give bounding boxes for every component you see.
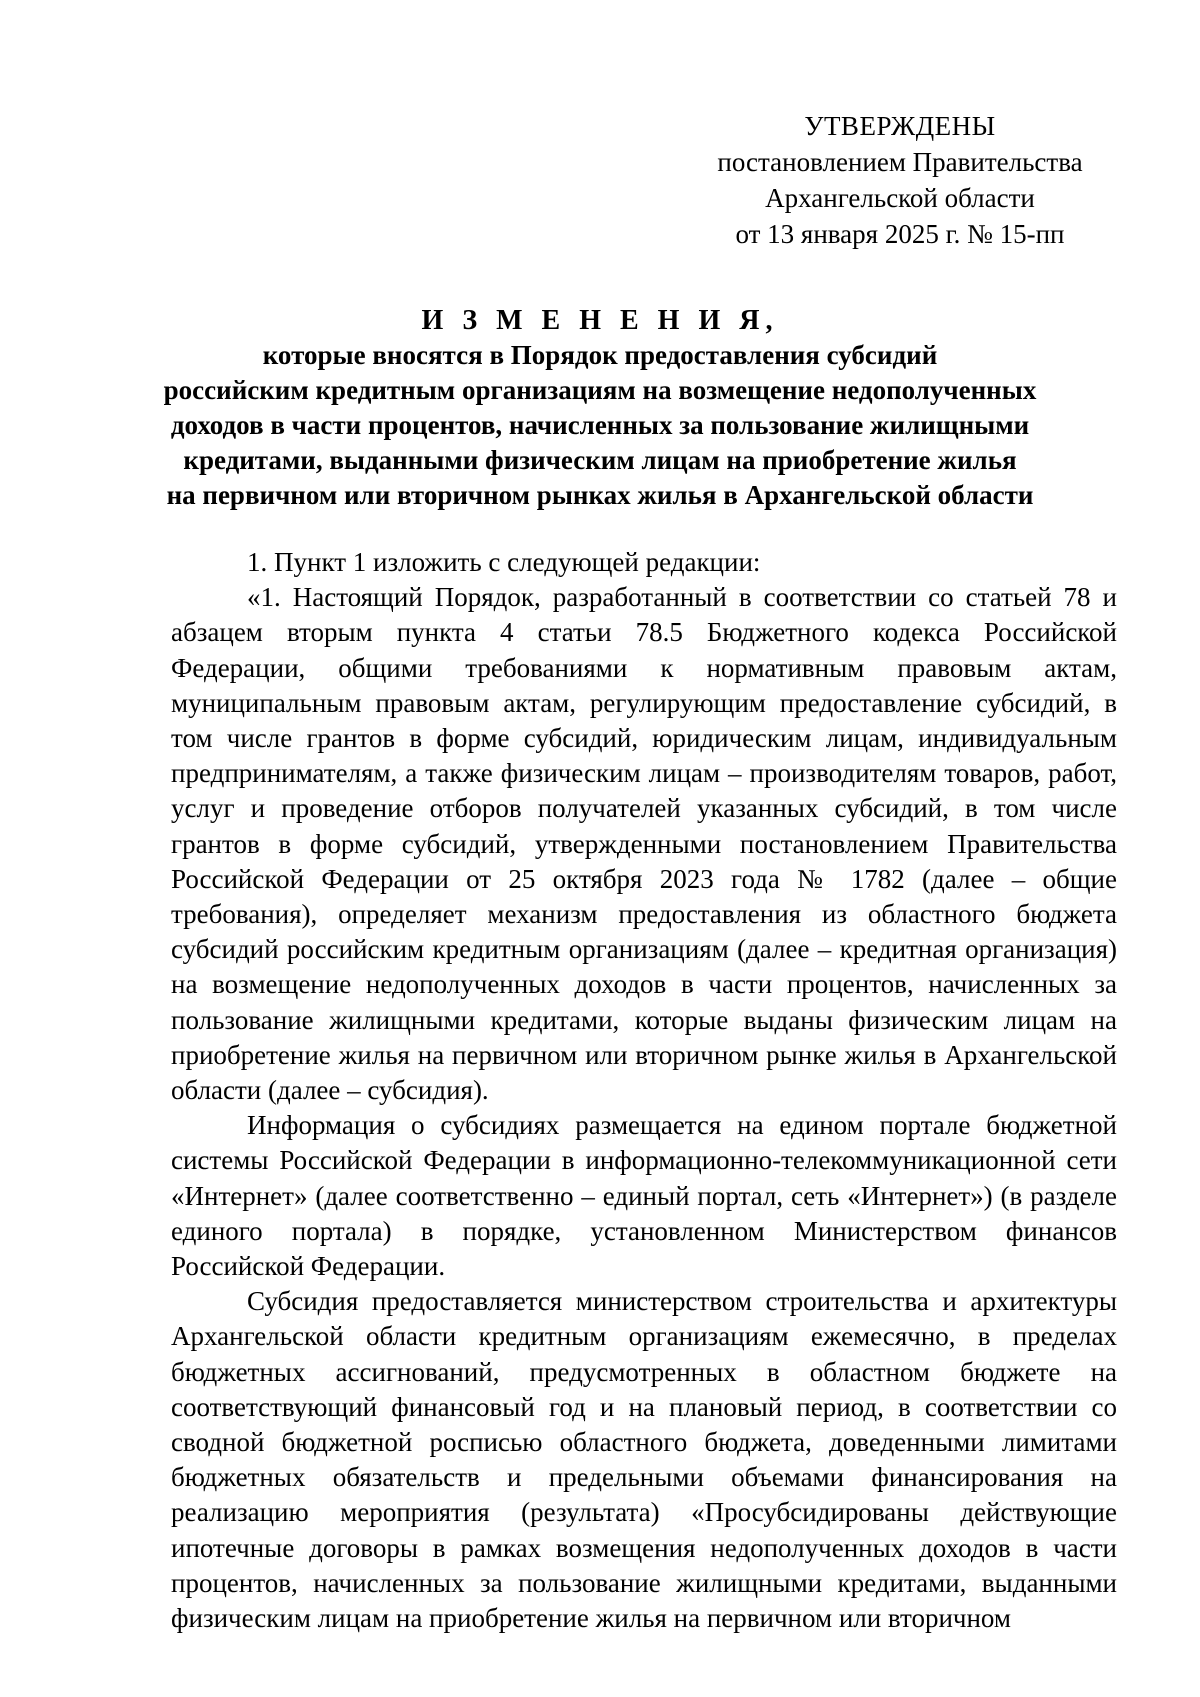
title-word: И З М Е Н Е Н И Я, xyxy=(421,305,779,336)
approval-heading: УТВЕРЖДЕНЫ xyxy=(804,111,996,141)
title-line-4: кредитами, выданными физическим лицам на приобретение жилья xyxy=(183,445,1017,475)
title-line-3: доходов в части процентов, начисленных за пользование жилищными xyxy=(170,410,1030,440)
approval-line-3: от 13 января 2025 г. № 15-пп xyxy=(735,219,1065,249)
title-line-1: которые вносятся в Порядок предоставления субсидий xyxy=(262,340,938,370)
approval-stamp xyxy=(690,108,1110,252)
document-title xyxy=(130,303,1070,513)
paragraph-3: Информация о субсидиях размещается на едином портале бюджетной системы Российской Федерации в информационно-телекоммуникационной сети «Интернет» (далее соответственно – единый портал, сеть «Интернет») (в разделе единого портала) в порядке, установленном Министерством финансов Российской Федерации. xyxy=(171,1110,1117,1282)
approval-line-1: постановлением Правительства xyxy=(717,147,1083,177)
title-line-5: на первичном или вторичном рынках жилья в Архангельской области xyxy=(166,480,1034,510)
title-line-2: российским кредитным организациям на возмещение недополученных xyxy=(163,375,1037,405)
document-body xyxy=(171,545,1117,1636)
paragraph-1: 1. Пункт 1 изложить с следующей редакции: xyxy=(247,547,761,577)
paragraph-2: «1. Настоящий Порядок, разработанный в соответствии со статьей 78 и абзацем вторым пункта 4 статьи 78.5 Бюджетного кодекса Российской Федерации, общими требованиями к нормативным правовым актам, муниципальным правовым актам, регулирующим предоставление субсидий, в том числе грантов в форме субсидий, юридическим лицам, индивидуальным предпринимателям, а также физическим лицам – производителям товаров, работ, услуг и проведение отборов получателей указанных субсидий, в том числе грантов в форме субсидий, утвержденными постановлением Правительства Российской Федерации от 25 октября 2023 года № 1782 (далее – общие требования), определяет механизм предоставления из областного бюджета субсидий российским кредитным организациям (далее – кредитная организация) на возмещение недополученных доходов в части процентов, начисленных за пользование жилищными кредитами, которые выданы физическим лицам на приобретение жилья на первичном или вторичном рынке жилья в Архангельской области (далее – субсидия). xyxy=(171,582,1117,1106)
paragraph-4: Субсидия предоставляется министерством строительства и архитектуры Архангельской области кредитным организациям ежемесячно, в пределах бюджетных ассигнований, предусмотренных в областном бюджете на соответствующий финансовый год и на плановый период, в соответствии со сводной бюджетной росписью областного бюджета, доведенными лимитами бюджетных обязательств и предельными объемами финансирования на реализацию мероприятия (результата) «Просубсидированы действующие ипотечные договоры в рамках возмещения недополученных доходов в части процентов, начисленных за пользование жилищными кредитами, выданными физическим лицам на приобретение жилья на первичном или вторичном xyxy=(171,1286,1117,1634)
approval-line-2: Архангельской области xyxy=(765,183,1035,213)
